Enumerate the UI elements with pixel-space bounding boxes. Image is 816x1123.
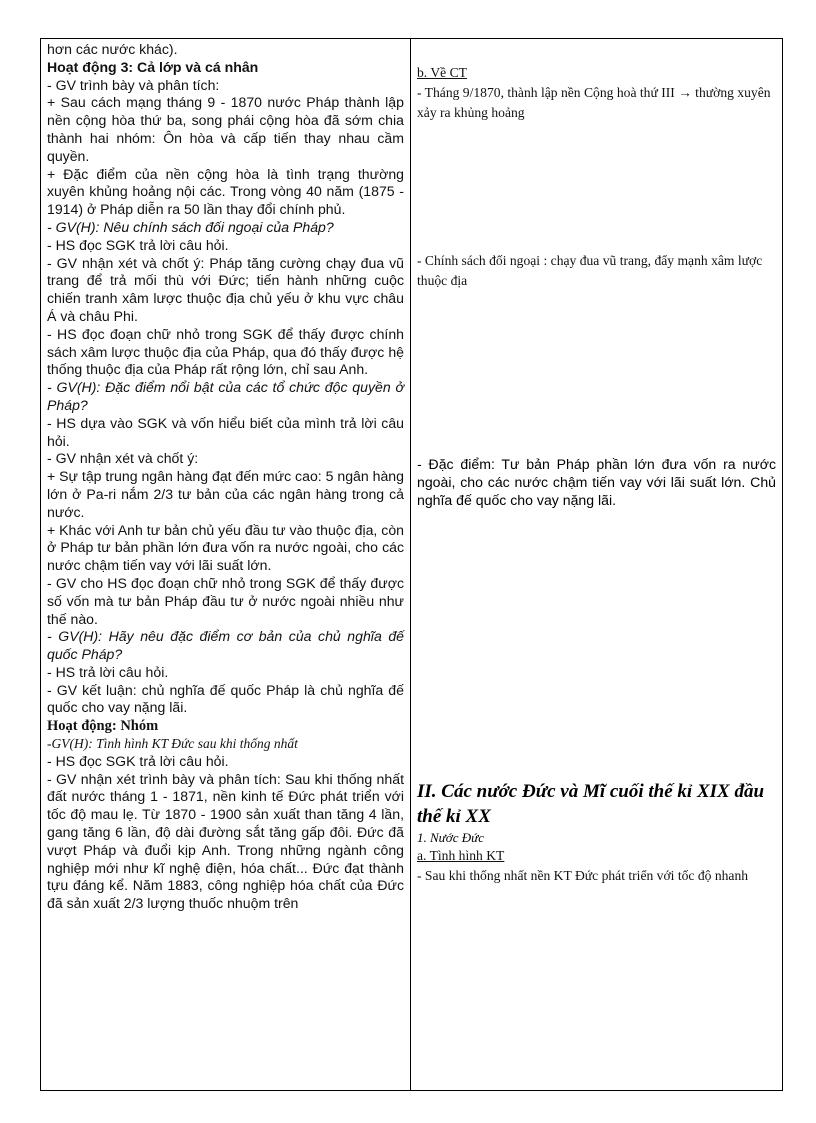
content-note: - Tháng 9/1870, thành lập nền Cộng hoà thứ III → thường xuyên xảy ra khủng hoảng: [417, 85, 771, 120]
activity-heading: Hoạt động 3: Cả lớp và cá nhân: [47, 58, 259, 75]
spacer: [417, 41, 776, 63]
text-paragraph: + Đặc điểm của nền cộng hòa là tình trạng thường xuyên khủng hoảng nội các. Trong vòng 40 năm (1875 - 1914) ở Pháp diễn ra 50 lần thay đổi chính phủ.: [47, 165, 404, 218]
content-note: - Chính sách đối ngoại : chạy đua vũ trang, đẩy mạnh xâm lược thuộc địa: [417, 253, 763, 288]
teacher-question: - GV(H): Nêu chính sách đối ngoại của Pháp?: [47, 218, 334, 235]
spacer: [417, 291, 776, 456]
text-paragraph: + Sau cách mạng tháng 9 - 1870 nước Pháp thành lập nền cộng hòa thứ ba, song phái cộng hòa đã sớm chia thành hai nhóm: Ôn hòa và cấp tiến thay nhau cầm quyền.: [47, 94, 404, 164]
lesson-plan-page: [40, 38, 782, 1091]
teacher-question: - GV(H): Hãy nêu đặc điểm cơ bản của chủ nghĩa đế quốc Pháp?: [47, 628, 404, 663]
text-paragraph: - HS đọc SGK trả lời câu hỏi.: [47, 752, 229, 769]
table-row: [41, 39, 783, 1091]
text-paragraph: - GV trình bày và phân tích:: [47, 76, 220, 93]
text-paragraph: - HS đọc đoạn chữ nhỏ trong SGK để thấy được chính sách xâm lược thuộc địa của Pháp, qua đó thấy được hệ thống thuộc địa của Pháp rất rộng lớn, chỉ sau Anh.: [47, 325, 404, 378]
text-paragraph: - GV nhận xét trình bày và phân tích: Sau khi thống nhất đất nước tháng 1 - 1871, nền kinh tế Đức phát triển với tốc độ mau lẹ. Từ 1870 - 1900 sản xuất than tăng 4 lần, gang tăng 6 lần, độ dài đường sắt tăng gấp đôi. Đức đã vượt Pháp và đuổi kịp Anh. Trong những ngành công nghiệp mới như kĩ nghệ điện, hóa chất... Đức đạt thành tựu đáng kể. Năm 1883, công nghiệp hóa chất của Đức đã sản xuất 2/3 lượng thuốc nhuộm trên: [47, 770, 404, 912]
spacer: [417, 509, 776, 779]
content-note: - Sau khi thống nhất nền KT Đức phát triển với tốc độ nhanh: [417, 868, 749, 884]
teacher-student-activities-column: [41, 39, 411, 1091]
text-paragraph: - GV nhận xét và chốt ý: Pháp tăng cường chạy đua vũ trang để trả mối thù với Đức; tiến hành những cuộc chiến tranh xâm lược thuộc địa chủ yếu ở khu vực châu Á và châu Phi.: [47, 254, 404, 324]
section-subheading: b. Về CT: [417, 65, 467, 80]
text-paragraph: - HS đọc SGK trả lời câu hỏi.: [47, 236, 229, 253]
subsection-heading: 1. Nước Đức: [417, 830, 484, 846]
content-note: - Đặc điểm: Tư bản Pháp phần lớn đưa vốn ra nước ngoài, cho các nước chậm tiến vay với lãi suất lớn. Chủ nghĩa đế quốc cho vay nặng lãi.: [417, 456, 776, 508]
text-paragraph: - HS dựa vào SGK và vốn hiểu biết của mình trả lời câu hỏi.: [47, 414, 404, 449]
text-paragraph: - GV kết luận: chủ nghĩa đế quốc Pháp là chủ nghĩa đế quốc cho vay nặng lãi.: [47, 681, 404, 716]
text-paragraph: - HS trả lời câu hỏi.: [47, 663, 169, 680]
lesson-table: [40, 38, 783, 1091]
teacher-question: - GV(H): Đặc điểm nổi bật của các tổ chức độc quyền ở Pháp?: [47, 379, 404, 413]
teacher-question: -GV(H): Tình hình KT Đức sau khi thống nhất: [47, 736, 298, 752]
text-paragraph: + Sự tập trung ngân hàng đạt đến mức cao: 5 ngân hàng lớn ở Pa-ri nắm 2/3 tư bản của các ngân hàng trong cả nước.: [47, 468, 404, 520]
text-paragraph: hơn các nước khác).: [47, 41, 178, 57]
text-paragraph: - GV cho HS đọc đoạn chữ nhỏ trong SGK để thấy được số vốn mà tư bản Pháp đầu tư ở nước ngoài nhiều như thế nào.: [47, 574, 404, 627]
text-paragraph: - GV nhận xét và chốt ý:: [47, 450, 199, 467]
activity-heading: Hoạt động: Nhóm: [47, 718, 159, 735]
section-subheading: a. Tình hình KT: [417, 848, 505, 864]
section-heading: II. Các nước Đức và Mĩ cuối thế kỉ XIX đầu thế kỉ XX: [417, 781, 765, 828]
spacer: [417, 123, 776, 251]
text-paragraph: + Khác với Anh tư bản chủ yếu đầu tư vào thuộc địa, còn ở Pháp tư bản phần lớn đưa vốn ra nước ngoài, cho các nước chậm tiến vay với lãi suất lớn.: [47, 521, 404, 574]
key-content-column: [411, 39, 783, 1091]
